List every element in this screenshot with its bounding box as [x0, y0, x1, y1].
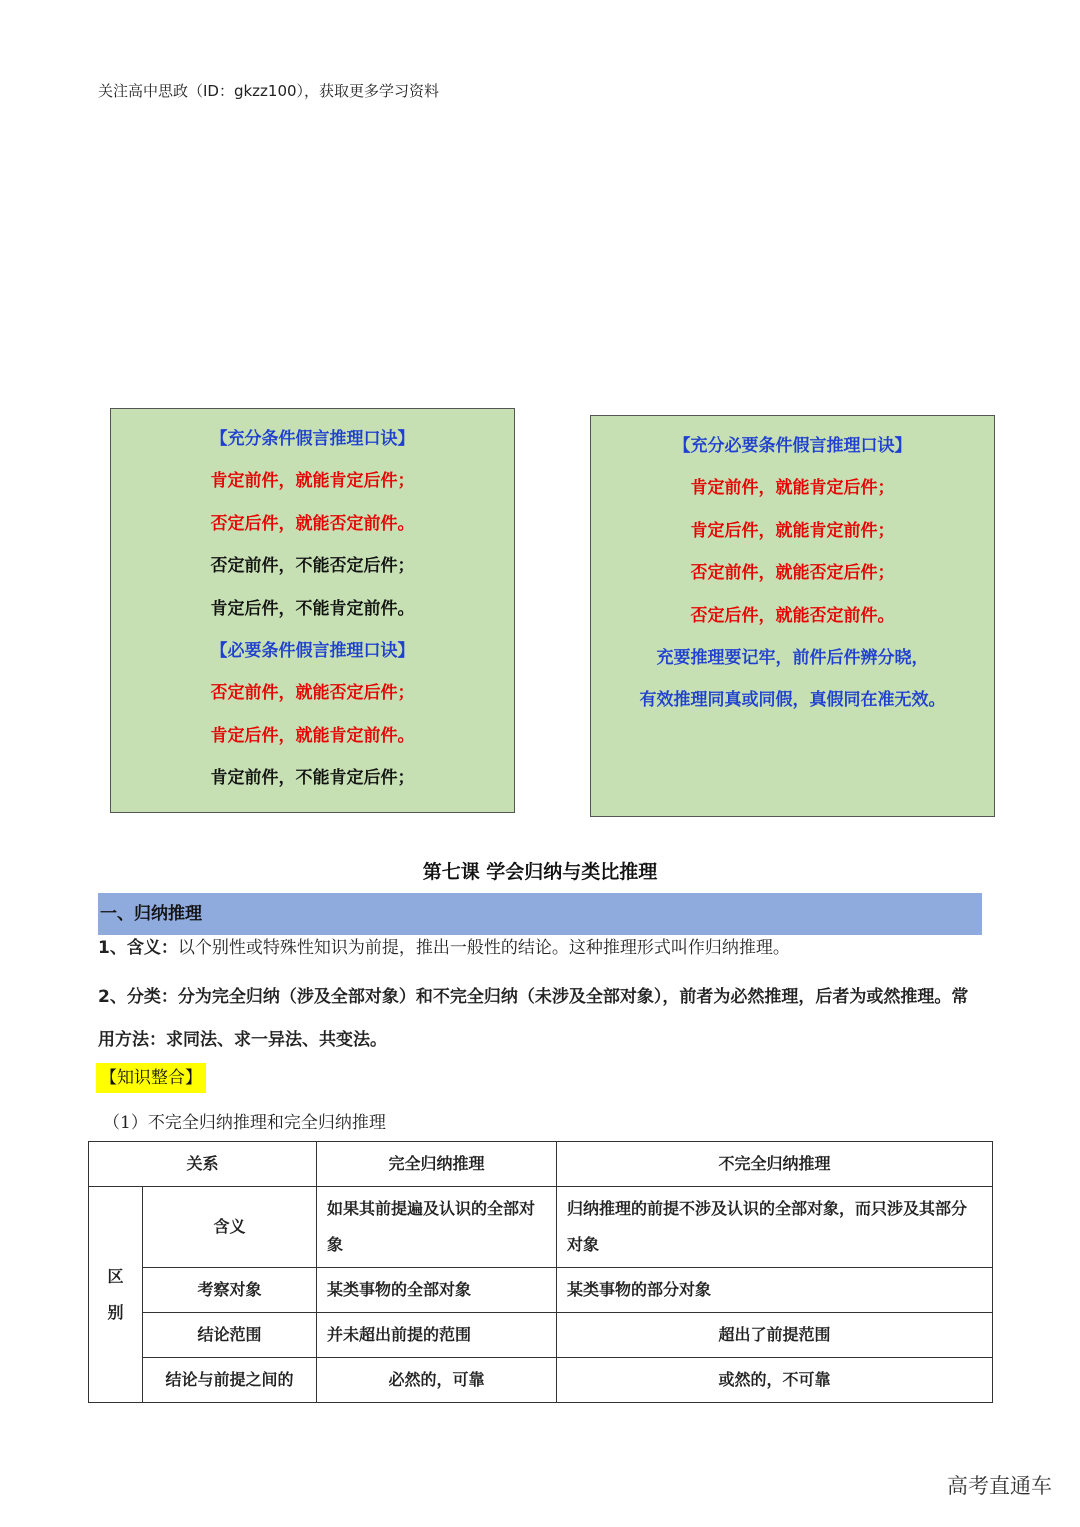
table-row [89, 1187, 993, 1268]
table-row [89, 1313, 993, 1358]
table-cell: 并未超出前提的范围 [317, 1313, 557, 1358]
table-row [89, 1268, 993, 1313]
mnemonic-line: 肯定前件，就能肯定后件； [210, 471, 415, 492]
table-cell: 某类事物的部分对象 [557, 1268, 993, 1313]
lesson-title: 第七课 学会归纳与类比推理 [422, 861, 658, 883]
section-title: 一、归纳推理 [98, 893, 982, 935]
table-header: 完全归纳推理 [317, 1142, 557, 1187]
row-label: 考察对象 [143, 1268, 317, 1313]
knowledge-tag: 【知识整合】 [96, 1063, 206, 1093]
comparison-table [88, 1141, 993, 1403]
definition-paragraph [98, 935, 984, 961]
mnemonic-line: 肯定后件，就能肯定前件； [690, 520, 895, 541]
mnemonic-list [111, 409, 514, 800]
mnemonic-line: 充要推理要记牢，前件后件辨分晓， [656, 647, 929, 668]
mnemonic-line: 否定前件，不能否定后件； [210, 556, 415, 577]
row-label: 结论与前提之间的 [143, 1358, 317, 1403]
mnemonic-line: 否定后件，就能否定前件。 [690, 605, 895, 626]
definition-text: 以个别性或特殊性知识为前提，推出一般性的结论。这种推理形式叫作归纳推理。 [177, 938, 790, 958]
group-label-text: 区别 [107, 1266, 124, 1322]
row-label: 结论范围 [143, 1313, 317, 1358]
mnemonic-line: 肯定前件，就能肯定后件； [690, 478, 895, 499]
mnemonic-line: 有效推理同真或同假，真假同在准无效。 [639, 690, 946, 711]
table-cell: 或然的，不可靠 [557, 1358, 993, 1403]
mnemonic-line: 【充分条件假言推理口诀】 [210, 429, 415, 449]
definition-label: 1、含义： [98, 938, 178, 958]
mnemonic-line: 【必要条件假言推理口诀】 [210, 640, 415, 661]
row-label: 含义 [143, 1187, 317, 1268]
sufficient-necessary-mnemonic-box [110, 408, 515, 813]
mnemonic-line: 否定后件，就能否定前件。 [210, 513, 415, 534]
watermark: 高考直通车 [947, 1474, 1052, 1498]
mnemonic-line: 否定前件，就能否定后件； [690, 563, 895, 584]
mnemonic-line: 肯定后件，不能肯定前件。 [210, 598, 415, 619]
table-cell: 某类事物的全部对象 [317, 1268, 557, 1313]
table-header: 关系 [89, 1142, 317, 1187]
group-label [89, 1187, 143, 1403]
mnemonic-line: 否定前件，就能否定后件； [210, 683, 415, 704]
mnemonic-line: 肯定前件，不能肯定后件； [210, 768, 415, 789]
table-header-row [89, 1142, 993, 1187]
table-cell: 超出了前提范围 [557, 1313, 993, 1358]
mnemonic-line: 肯定后件，就能肯定前件。 [210, 725, 415, 746]
table-header: 不完全归纳推理 [557, 1142, 993, 1187]
table-row [89, 1358, 993, 1403]
classification-paragraph: 2、分类：分为完全归纳（涉及全部对象）和不完全归纳（未涉及全部对象），前者为必然推理，后者为或然推理。常用方法：求同法、求一异法、共变法。 [98, 987, 969, 1050]
sufficient-and-necessary-mnemonic-box [590, 415, 995, 817]
header-line: 关注高中思政（ID：gkzz100），获取更多学习资料 [98, 82, 440, 100]
table-cell: 必然的，可靠 [317, 1358, 557, 1403]
mnemonic-line: 【充分必要条件假言推理口诀】 [673, 436, 912, 456]
table-cell: 如果其前提遍及认识的全部对象 [317, 1187, 557, 1268]
table-cell: 归纳推理的前提不涉及认识的全部对象，而只涉及其部分对象 [557, 1187, 993, 1268]
mnemonic-list [591, 416, 994, 722]
table-caption: （1）不完全归纳推理和完全归纳推理 [103, 1113, 386, 1133]
